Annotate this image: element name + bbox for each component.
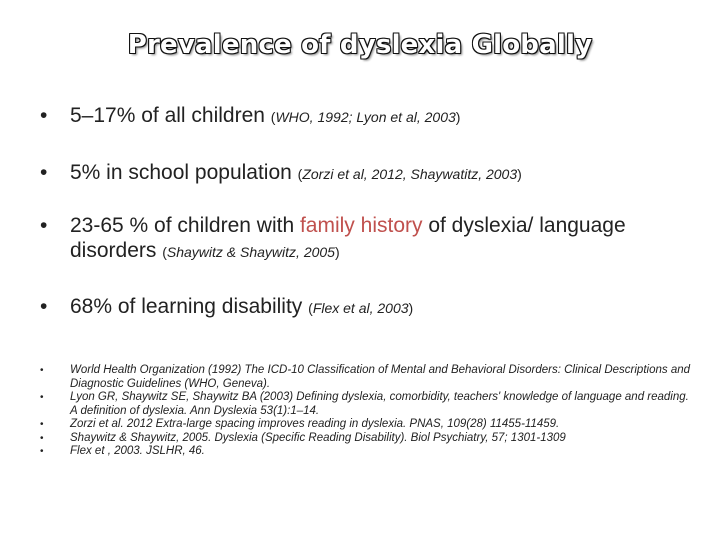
bullet-text: 5–17% of all children: [70, 104, 271, 127]
reference-dot: •: [40, 392, 44, 403]
bullet-text: 5% in school population: [70, 161, 298, 184]
bullet-citation: Shaywitz & Shaywitz, 2005: [166, 244, 335, 260]
bullet-citation: WHO, 1992; Lyon et al, 2003: [275, 109, 456, 125]
paren-open: (: [162, 244, 167, 260]
reference-item: [40, 391, 690, 418]
paren-close: ): [455, 109, 461, 125]
reference-text: Shaywitz & Shaywitz, 2005. Dyslexia (Specific Reading Disability). Biol Psychiatry, 57; 1301-1309: [70, 431, 566, 444]
paren-close: ): [517, 166, 522, 182]
bullet-dot: •: [40, 295, 48, 318]
highlight-text: family history: [299, 214, 423, 237]
reference-item: [40, 364, 690, 391]
reference-dot: •: [40, 419, 44, 430]
reference-text: Flex et , 2003. JSLHR, 46.: [70, 445, 205, 457]
references-list: [40, 364, 690, 459]
reference-text: World Health Organization (1992) The ICD-10 Classification of Mental and Behavioral Disorders: Clinical Descriptions and Diagnostic Guidelines (WHO, Geneva).: [70, 364, 691, 390]
paren-close: ): [408, 300, 414, 316]
bullet-dot: •: [40, 161, 48, 184]
bullet-item: [40, 213, 690, 265]
reference-item: [40, 418, 690, 432]
bullet-text-cont: of dyslexia/ language disorders: [70, 214, 626, 262]
reference-dot: •: [40, 446, 44, 457]
reference-dot: •: [40, 365, 44, 376]
bullet-item: [40, 160, 690, 187]
bullet-dot: •: [40, 214, 48, 237]
bullet-citation: Flex et al, 2003: [312, 300, 409, 316]
paren-open: (: [270, 109, 276, 125]
paren-close: ): [334, 244, 340, 260]
slide-title: Prevalence of dyslexia Globally: [127, 30, 593, 60]
bullet-text: 68% of learning disability: [70, 295, 309, 318]
reference-item: [40, 432, 690, 446]
bullet-dot: •: [40, 104, 48, 127]
reference-item: [40, 445, 690, 459]
paren-open: (: [308, 300, 313, 316]
bullet-item: [40, 103, 690, 130]
paren-open: (: [297, 166, 303, 182]
reference-dot: •: [40, 432, 44, 444]
reference-text: Lyon GR, Shaywitz SE, Shaywitz BA (2003) Defining dyslexia, comorbidity, teachers' knowledge of language and reading. A definition of dyslexia. Ann Dyslexia 53(1):1–14.: [70, 391, 689, 417]
bullet-item: [40, 294, 690, 321]
bullet-text: 23-65 % of children with: [70, 214, 300, 237]
bullet-citation: Zorzi et al, 2012, Shaywatitz, 2003: [302, 166, 518, 182]
reference-text: Zorzi et al. 2012 Extra-large spacing improves reading in dyslexia. PNAS, 109(28) 11455-11459.: [70, 418, 560, 430]
